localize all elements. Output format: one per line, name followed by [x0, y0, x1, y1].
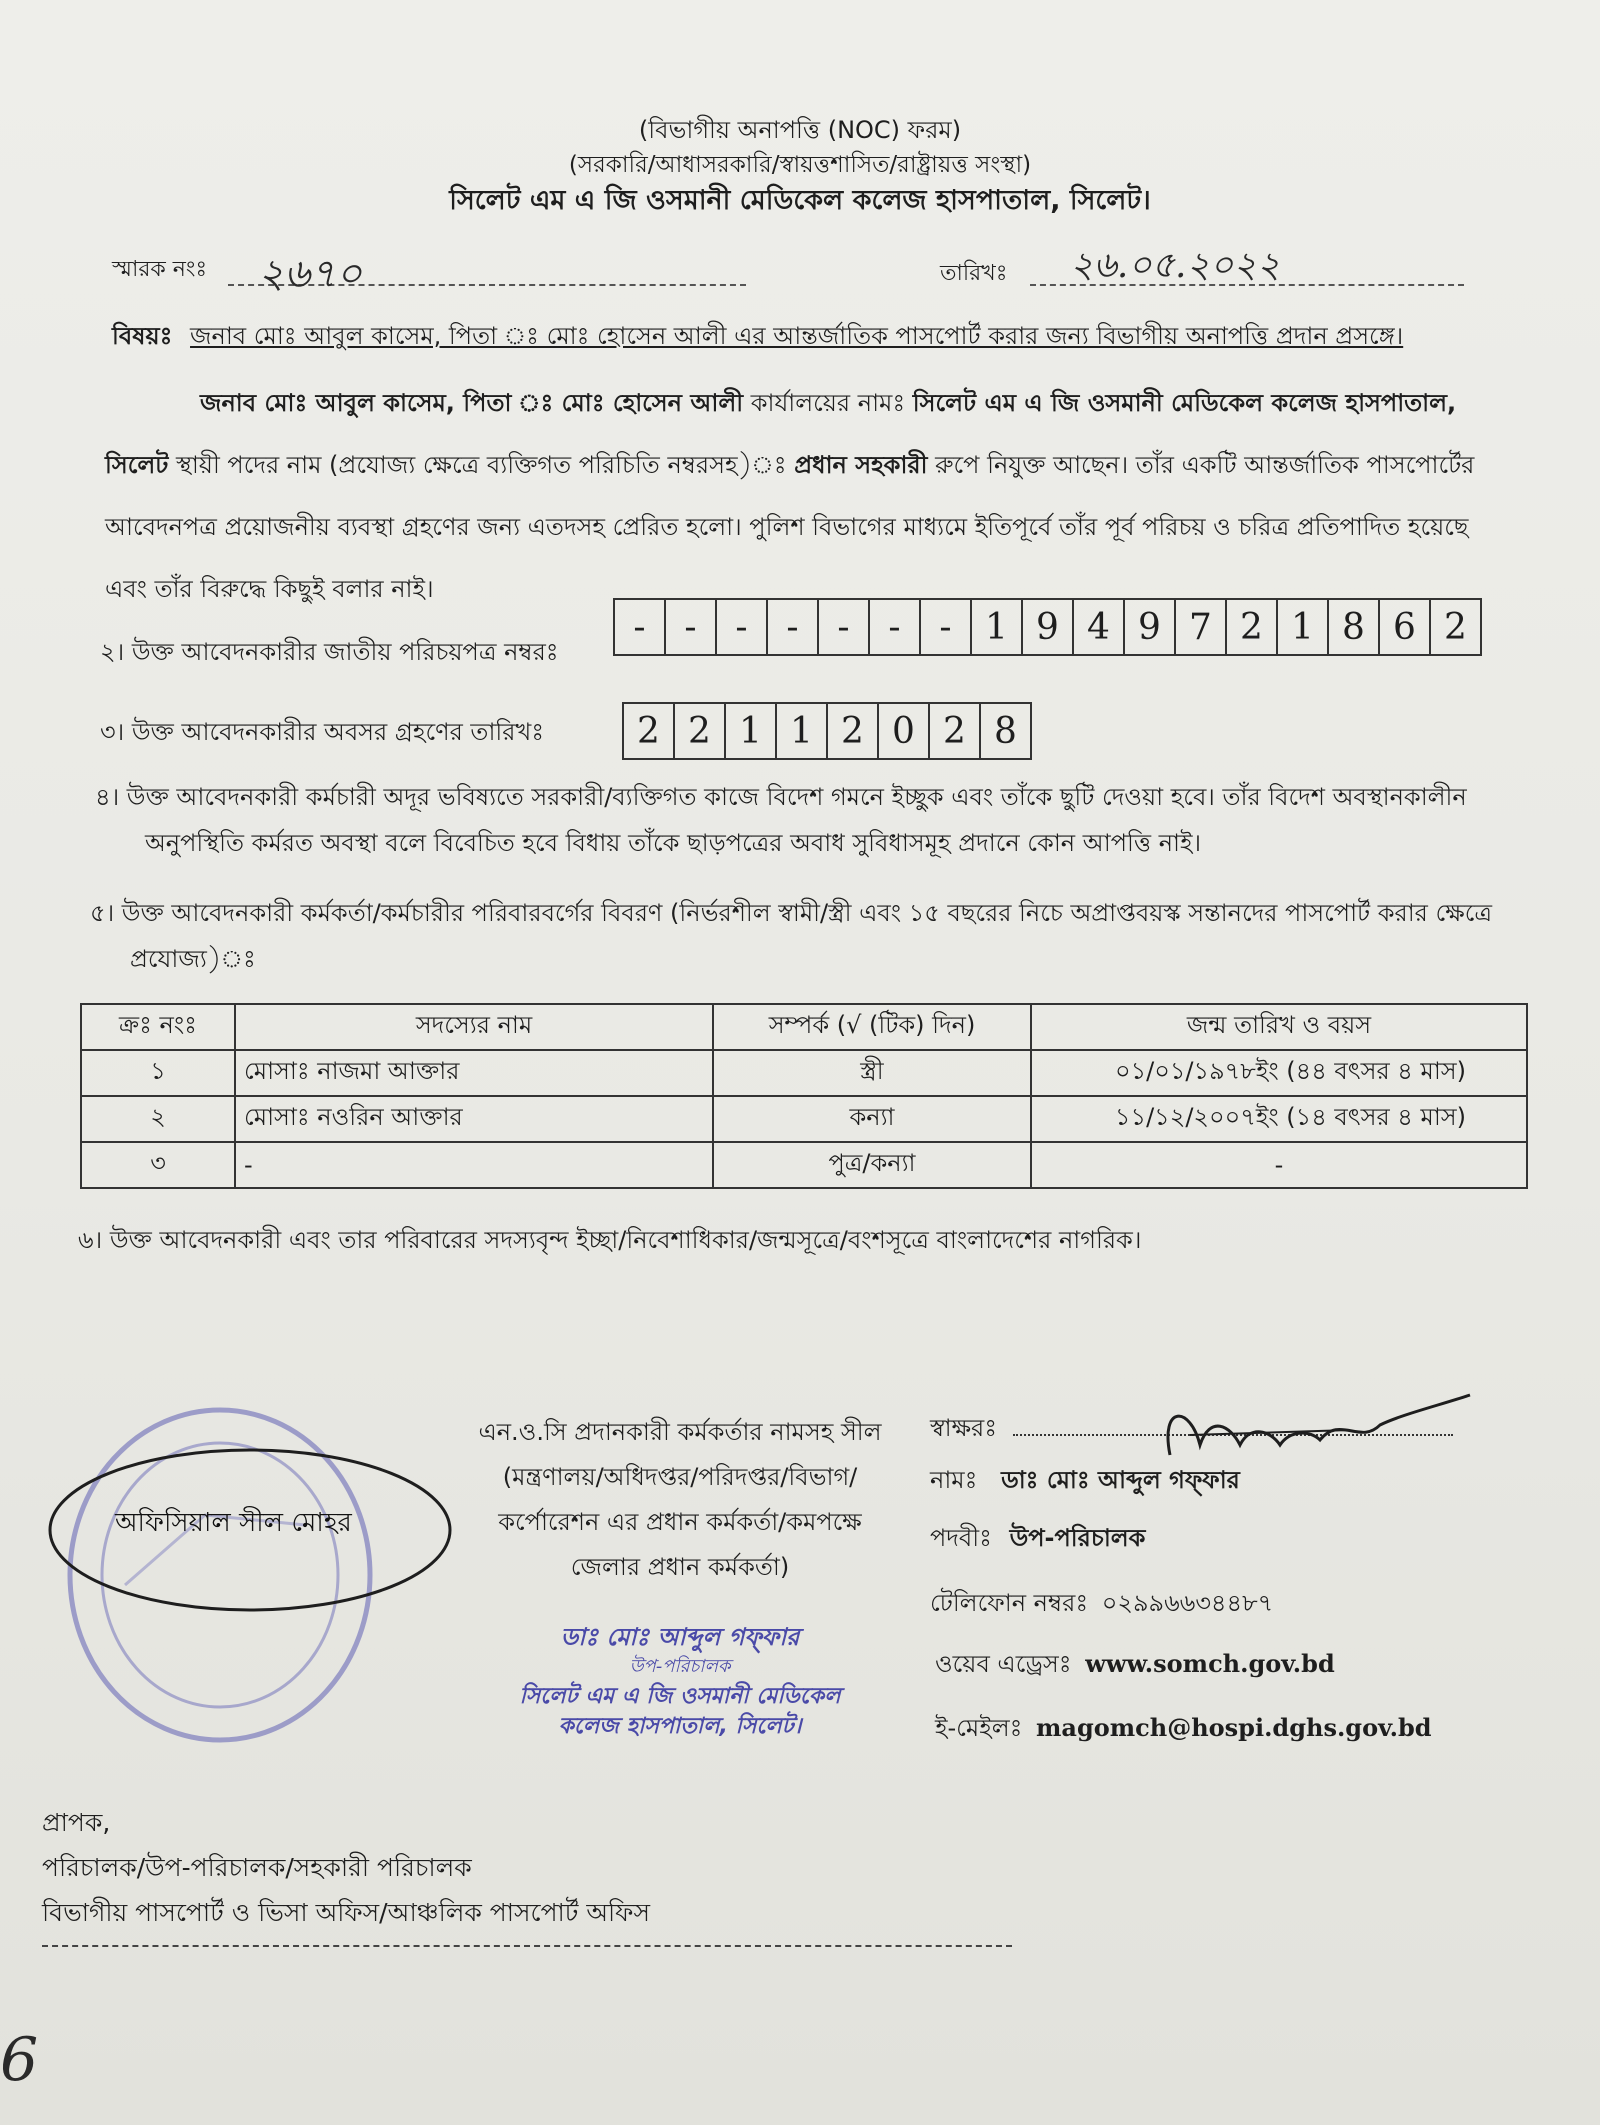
birthdate-cell: ১১/১২/২০০৭ইং (১৪ বৎসর ৪ মাস)	[1031, 1096, 1527, 1142]
official-seal-label: অফিসিয়াল সীল মোহর	[115, 1508, 352, 1538]
office-label: কার্যালয়ের নামঃ	[743, 389, 913, 417]
col-birthdate: জন্ম তারিখ ও বয়স	[1031, 1004, 1527, 1050]
retirement-digit-box: 8	[994, 710, 1017, 752]
officer-stamp	[480, 1622, 880, 1742]
nid-digit-box: -	[921, 600, 972, 654]
stamp-title: উপ-পরিচালক	[629, 1656, 731, 1677]
stamp-org-line1: সিলেট এম এ জি ওসমানী মেডিকেল	[519, 1684, 841, 1709]
retirement-digit-box: 1	[726, 704, 777, 758]
nid-digit-box: 2	[1444, 606, 1467, 648]
paragraph-5: ৫। উক্ত আবেদনকারী কর্মকর্তা/কর্মচারীর পরিবারবর্গের বিবরণ (নির্ভরশীল স্বামী/স্ত্রী এবং ১৫ বছরের নিচে অপ্রাপ্তবয়স্ক সন্তানদের পাসপোর্ট করার ক্ষেত্রে প্রযোজ্য)ঃ	[90, 899, 1492, 973]
name-label: নামঃ	[930, 1466, 978, 1494]
paragraph-1-rest: রুপে নিযুক্ত আছেন। তাঁর একটি আন্তর্জাতিক পাসপোর্টের আবেদনপত্র প্রয়োজনীয় ব্যবস্থা গ্রহণের জন্য এতদসহ প্রেরিত হলো। পুলিশ বিভাগের মাধ্যমে ইতিপূর্বে তাঁর পূর্ব পরিচয় ও চরিত্র প্রতিপাদিত হয়েছে এবং তাঁর বিরুদ্ধে কিছুই বলার নাই।	[105, 451, 1475, 603]
name-line	[930, 1462, 1240, 1502]
post-name: প্রধান সহকারী	[794, 451, 928, 479]
relation-cell: কন্যা	[713, 1096, 1031, 1142]
nid-boxes	[613, 598, 1482, 656]
web-label: ওয়েব এড্রেসঃ	[935, 1650, 1072, 1678]
stamp-org-line2: কলেজ হাসপাতাল, সিলেট।	[558, 1714, 802, 1739]
table-row	[81, 1142, 1527, 1188]
retirement-digit-box: 2	[828, 704, 879, 758]
date-line	[1030, 245, 1464, 286]
nid-digit-box: -	[768, 600, 819, 654]
relation-cell: স্ত্রী	[713, 1050, 1031, 1096]
recipient-dashed-line	[42, 1945, 1012, 1947]
col-serial: ক্রঃ নংঃ	[81, 1004, 235, 1050]
nid-digit-box: 1	[972, 600, 1023, 654]
nid-digit-box: -	[717, 600, 768, 654]
phone-line	[930, 1585, 1273, 1625]
post-line	[930, 1520, 1145, 1560]
nid-digit-box: 1	[1278, 600, 1329, 654]
date-value: ২৬.০৫.২০২২	[1070, 245, 1281, 286]
email-label: ই-মেইলঃ	[935, 1714, 1023, 1742]
family-table-header	[81, 1004, 1527, 1050]
paragraph-4: ৪। উক্ত আবেদনকারী কর্মচারী অদূর ভবিষ্যতে সরকারী/ব্যক্তিগত কাজে বিদেশ গমনে ইচ্ছুক এবং তাঁকে ছুটি দেওয়া হবে। তাঁর বিদেশ অবস্থানকালীন অনুপস্থিতি কর্মরত অবস্থা বলে বিবেচিত হবে বিধায় তাঁকে ছাড়পত্রের অবাধ সুবিধাসমূহ প্রদানে কোন আপত্তি নাই।	[95, 783, 1467, 857]
institution-name: সিলেট এম এ জি ওসমানী মেডিকেল কলেজ হাসপাতাল, সিলেট।	[449, 185, 1151, 216]
recipient-label: প্রাপক,	[42, 1808, 111, 1837]
date-label: তারিখঃ	[940, 261, 1008, 286]
retirement-digit-box: 2	[624, 704, 675, 758]
signatory-post: উপ-পরিচালক	[1009, 1524, 1146, 1552]
post-label: স্থায়ী পদের নাম (প্রযোজ্য ক্ষেত্রে ব্যক্তিগত পরিচিতি নম্বরসহ)ঃ	[168, 451, 795, 479]
page-mark: 6	[0, 2025, 39, 2095]
retirement-digit-box: 2	[675, 704, 726, 758]
birthdate-cell: ০১/০১/১৯৭৮ইং (৪৪ বৎসর ৪ মাস)	[1031, 1050, 1527, 1096]
email-line	[935, 1710, 1432, 1750]
retirement-label: ৩। উক্ত আবেদনকারীর অবসর গ্রহণের তারিখঃ	[100, 718, 545, 746]
subject-label: বিষয়ঃ	[112, 322, 173, 350]
applicant-name: জনাব মোঃ আবুল কাসেম, পিতা ঃ মোঃ হোসেন আলী	[200, 389, 744, 417]
nid-digit-box: 4	[1074, 600, 1125, 654]
memo-number: ২৬৭০	[258, 251, 363, 297]
nid-digit-box: 2	[1227, 600, 1278, 654]
email-address: magomch@hospi.dghs.gov.bd	[1036, 1713, 1432, 1742]
nid-digit-box: -	[666, 600, 717, 654]
recipient-line-1: পরিচালক/উপ-পরিচালক/সহকারী পরিচালক	[42, 1853, 472, 1882]
col-relation: সম্পর্ক (√ (টিক) দিন)	[713, 1004, 1031, 1050]
col-name: সদস্যের নাম	[235, 1004, 713, 1050]
table-row	[81, 1050, 1527, 1096]
name-cell: মোসাঃ নওরিন আক্তার	[235, 1096, 713, 1142]
office-name: সিলেট এম এ জি ওসমানী মেডিকেল কলেজ হাসপাতাল, সিলেট	[105, 389, 1457, 479]
serial-cell: ১	[81, 1050, 235, 1096]
form-title: (বিভাগীয় অনাপত্তি (NOC) ফরম)	[638, 116, 962, 144]
table-row	[81, 1096, 1527, 1142]
noc-officer-text: এন.ও.সি প্রদানকারী কর্মকর্তার নামসহ সীল (মন্ত্রণালয়/অধিদপ্তর/পরিদপ্তর/বিভাগ/ কর্পোরেশন এর প্রধান কর্মকর্তা/কমপক্ষে জেলার প্রধান কর্মকর্তা)	[478, 1418, 882, 1581]
recipient-line-2: বিভাগীয় পাসপোর্ট ও ভিসা অফিস/আঞ্চলিক পাসপোর্ট অফিস	[42, 1898, 650, 1927]
nid-digit-box: -	[870, 600, 921, 654]
web-address: www.somch.gov.bd	[1085, 1649, 1335, 1678]
nid-digit-box: 6	[1380, 600, 1431, 654]
memo-label: স্মারক নংঃ	[112, 257, 208, 282]
phone-number: ০২৯৯৬৬৩৪৪৮৭	[1101, 1589, 1274, 1617]
nid-digit-box: 9	[1125, 600, 1176, 654]
retirement-digit-box: 1	[777, 704, 828, 758]
family-table	[80, 1003, 1528, 1189]
subject-text: জনাব মোঃ আবুল কাসেম, পিতা ঃ মোঃ হোসেন আলী এর আন্তর্জাতিক পাসপোর্ট করার জন্য বিভাগীয় অনাপত্তি প্রদান প্রসঙ্গে।	[190, 322, 1404, 350]
memo-line	[228, 250, 746, 297]
nid-digit-box: 8	[1329, 600, 1380, 654]
nid-digit-box: -	[819, 600, 870, 654]
name-cell: মোসাঃ নাজমা আক্তার	[235, 1050, 713, 1096]
nid-label: ২। উক্ত আবেদনকারীর জাতীয় পরিচয়পত্র নম্বরঃ	[100, 638, 559, 666]
retirement-boxes	[622, 702, 1032, 760]
nid-digit-box: 9	[1023, 600, 1074, 654]
serial-cell: ৩	[81, 1142, 235, 1188]
paragraph-6: ৬। উক্ত আবেদনকারী এবং তার পরিবারের সদস্যবৃন্দ ইচ্ছা/নিবেশাধিকার/জন্মসূত্রে/বংশসূত্রে বাংলাদেশের নাগরিক।	[78, 1226, 1142, 1254]
retirement-digit-box: 2	[930, 704, 981, 758]
retirement-digit-box: 0	[879, 704, 930, 758]
nid-digit-box: -	[615, 600, 666, 654]
org-type: (সরকারি/আধাসরকারি/স্বায়ত্তশাসিত/রাষ্ট্রায়ত্ত সংস্থা)	[568, 152, 1032, 178]
recipient-block	[42, 1800, 650, 1935]
nid-digit-box: 7	[1176, 600, 1227, 654]
signatory-name: ডাঃ মোঃ আব্দুল গফ্ফার	[1001, 1466, 1240, 1494]
web-line	[935, 1646, 1335, 1686]
subject	[112, 318, 1512, 358]
paragraph-1	[105, 372, 1485, 620]
post-label: পদবীঃ	[930, 1524, 992, 1552]
name-cell: -	[235, 1142, 713, 1188]
birthdate-cell: -	[1031, 1142, 1527, 1188]
sign-label: স্বাক্ষরঃ	[930, 1414, 998, 1442]
phone-label: টেলিফোন নম্বরঃ	[930, 1589, 1089, 1617]
stamp-name: ডাঃ মোঃ আব্দুল গফ্ফার	[560, 1623, 800, 1651]
relation-cell: পুত্র/কন্যা	[713, 1142, 1031, 1188]
serial-cell: ২	[81, 1096, 235, 1142]
